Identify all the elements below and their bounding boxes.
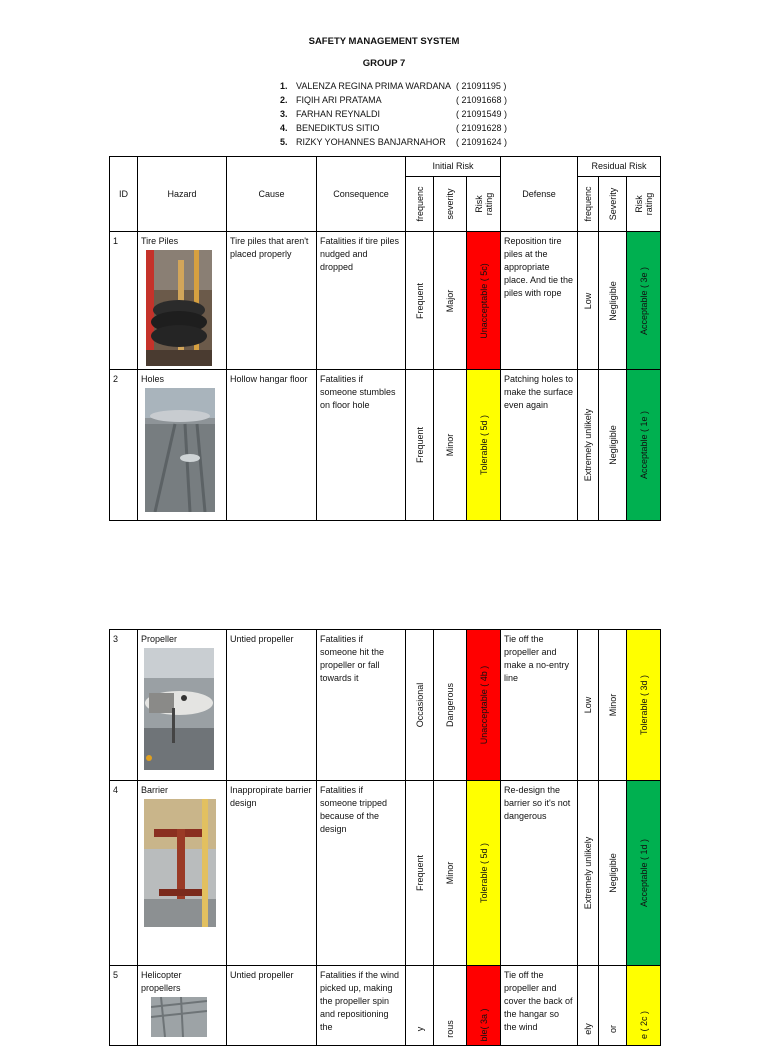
header-id: ID [110,157,138,232]
table-row [110,966,661,1046]
member-number: 5. [280,137,288,147]
row-defense: Patching holes to make the surface even again [501,370,578,521]
row-cause: Untied propeller [227,630,317,781]
row-res-risk: Acceptable ( 1e ) [638,410,649,480]
row-res-severity: or [607,1025,618,1034]
barrier-photo [144,799,216,927]
document-title: SAFETY MANAGEMENT SYSTEM [308,36,460,47]
row-severity: rous [445,1020,455,1038]
hazard-name: Tire Piles [141,236,179,246]
header-defense: Defense [501,157,578,232]
hazard-name: Holes [141,374,165,384]
row-id: 3 [110,630,138,781]
risk-table-1 [109,156,661,521]
risk-cell [467,966,501,1046]
row-res-risk: Tolerable ( 3d ) [638,674,649,736]
header-initial-risk: Initial Risk [406,157,501,177]
row-hazard [138,232,227,370]
row-severity: Minor [445,433,455,457]
hangar-floor-photo [145,388,215,512]
row-defense: Reposition tire piles at the appropriate place. And tie the piles with rope [501,232,578,370]
row-res-frequency: ely [583,1023,593,1035]
hazard-name: Barrier [141,785,169,795]
helicopter-photo [151,997,207,1037]
row-res-frequency: Low [583,292,593,309]
row-frequency: Occasional [414,682,425,728]
risk-cell [467,370,501,521]
row-id: 4 [110,781,138,966]
row-consequence: Fatalities if the wind picked up, making the propeller spin and repositioning the [317,966,406,1046]
res-risk-cell [627,232,661,370]
row-hazard [138,966,227,1046]
row-id: 1 [110,232,138,370]
row-risk: Tolerable ( 5d ) [478,842,489,904]
member-number: 4. [280,123,288,133]
header-res-risk-rating: Risk rating [633,192,654,216]
row-risk: Tolerable ( 5d ) [478,414,489,476]
hazard-name: Propeller [141,634,178,644]
row-consequence: Fatalities if someone tripped because of the design [317,781,406,966]
row-id: 2 [110,370,138,521]
member-name: FARHAN REYNALDI [296,109,381,119]
group-label: GROUP 7 [362,58,406,69]
row-frequency: Frequent [414,854,425,892]
header-res-frequency: frequenc [583,186,593,222]
row-res-severity: Minor [607,693,618,717]
table-row [110,630,661,781]
risk-table-2 [109,629,661,1046]
table-row [110,781,661,966]
row-id: 5 [110,966,138,1046]
member-list [280,79,516,149]
row-consequence: Fatalities if someone stumbles on floor hole [317,370,406,521]
member-name: RIZKY YOHANNES BANJARNAHOR [296,137,446,147]
hazard-name: Helicopter propellers [141,970,182,993]
res-risk-cell [627,630,661,781]
row-defense: Tie off the propeller and cover the back of the hangar so the wind [501,966,578,1046]
row-consequence: Fatalities if tire piles nudged and dropped [317,232,406,370]
row-severity: Dangerous [445,682,455,728]
row-frequency: Frequent [414,426,425,464]
row-res-risk: e ( 2c ) [638,1011,649,1040]
member-number: 3. [280,109,288,119]
member-item [280,135,516,149]
table-row [110,232,661,370]
row-res-frequency: Low [583,696,593,714]
risk-cell [467,232,501,370]
header-frequency: frequenc [414,186,425,222]
header-severity: severity [445,188,455,220]
res-risk-cell [627,966,661,1046]
header-risk-rating: Risk rating [473,192,494,216]
row-hazard [138,781,227,966]
member-nim: ( 21091628 ) [456,123,508,133]
row-frequency: Frequent [414,282,425,319]
row-res-severity: Negligible [607,280,618,321]
member-nim: ( 21091668 ) [456,95,508,105]
row-hazard [138,370,227,521]
member-number: 1. [280,81,288,91]
row-risk: Unacceptable ( 5c) [478,262,489,339]
member-name: VALENZA REGINA PRIMA WARDANA [296,81,452,91]
member-item [280,93,516,107]
member-nim: ( 21091195 ) [456,81,507,91]
row-severity: Major [445,289,455,312]
row-defense: Re-design the barrier so it's not dangerous [501,781,578,966]
member-item [280,121,516,135]
tire-piles-photo [146,250,212,366]
row-res-frequency: Extremely unlikely [583,408,593,482]
member-number: 2. [280,95,288,105]
member-nim: ( 21091549 ) [456,109,508,119]
row-hazard [138,630,227,781]
header-residual-risk: Residual Risk [578,157,661,177]
row-res-severity: Negligible [607,425,618,465]
row-consequence: Fatalities if someone hit the propeller or fall towards it [317,630,406,781]
res-risk-cell [627,370,661,521]
header-consequence: Consequence [317,157,406,232]
row-cause: Hollow hangar floor [227,370,317,521]
row-cause: Tire piles that aren't placed properly [227,232,317,370]
row-res-frequency: Extremely unlikely [583,836,593,910]
table-row [110,370,661,521]
row-cause: Inappropirate barrier design [227,781,317,966]
row-res-severity: Negligible [607,853,618,893]
header-cause: Cause [227,157,317,232]
row-severity: Minor [445,861,455,885]
res-risk-cell [627,781,661,966]
row-cause: Untied propeller [227,966,317,1046]
header-hazard: Hazard [138,157,227,232]
member-item [280,107,516,121]
member-name: FIQIH ARI PRATAMA [296,95,382,105]
risk-cell [467,630,501,781]
row-risk: ble( 3a ) [478,1008,489,1042]
row-frequency: y [414,1026,425,1032]
header-res-severity: Severity [607,187,618,221]
member-name: BENEDIKTUS SITIO [296,123,380,133]
member-nim: ( 21091624 ) [456,137,508,147]
row-res-risk: Acceptable ( 1d ) [638,838,649,908]
row-defense: Tie off the propeller and make a no-entry line [501,630,578,781]
row-res-risk: Acceptable ( 3e ) [638,266,649,335]
member-item [280,79,516,93]
propeller-photo [144,648,214,770]
row-risk: Unacceptable ( 4b ) [478,665,489,745]
risk-cell [467,781,501,966]
